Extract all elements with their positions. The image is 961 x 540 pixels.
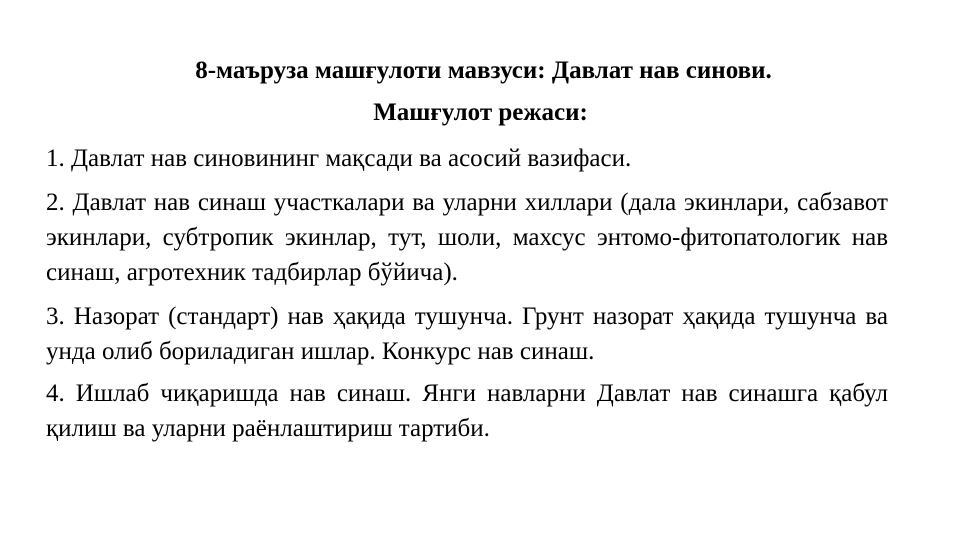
plan-item-1: 1. Давлат нав синовининг мақсади ва асосий вазифаси. bbox=[46, 145, 632, 172]
plan-item-4: 4. Ишлаб чиқаришда нав синаш. Янги навларни Давлат нав синашга қабул қилиш ва уларни раёнлаштириш тартиби. bbox=[46, 380, 888, 442]
plan-item-3: 3. Назорат (стандарт) нав ҳақида тушунча. Грунт назорат ҳақида тушунча ва унда олиб бориладиган ишлар. Конкурс нав синаш. bbox=[46, 303, 888, 365]
lecture-title: 8-маъруза машғулоти мавзуси: Давлат нав синови. bbox=[195, 57, 772, 84]
plan-heading: Машғулот режаси: bbox=[373, 99, 588, 126]
plan-item-2: 2. Давлат нав синаш участкалари ва уларни хиллари (дала экинлари, сабзавот экинлари, субтропик экинлар, тут, шоли, махсус энтомо-фитопатологик нав синаш, агротехник тадбирлар бўйича). bbox=[46, 189, 888, 286]
